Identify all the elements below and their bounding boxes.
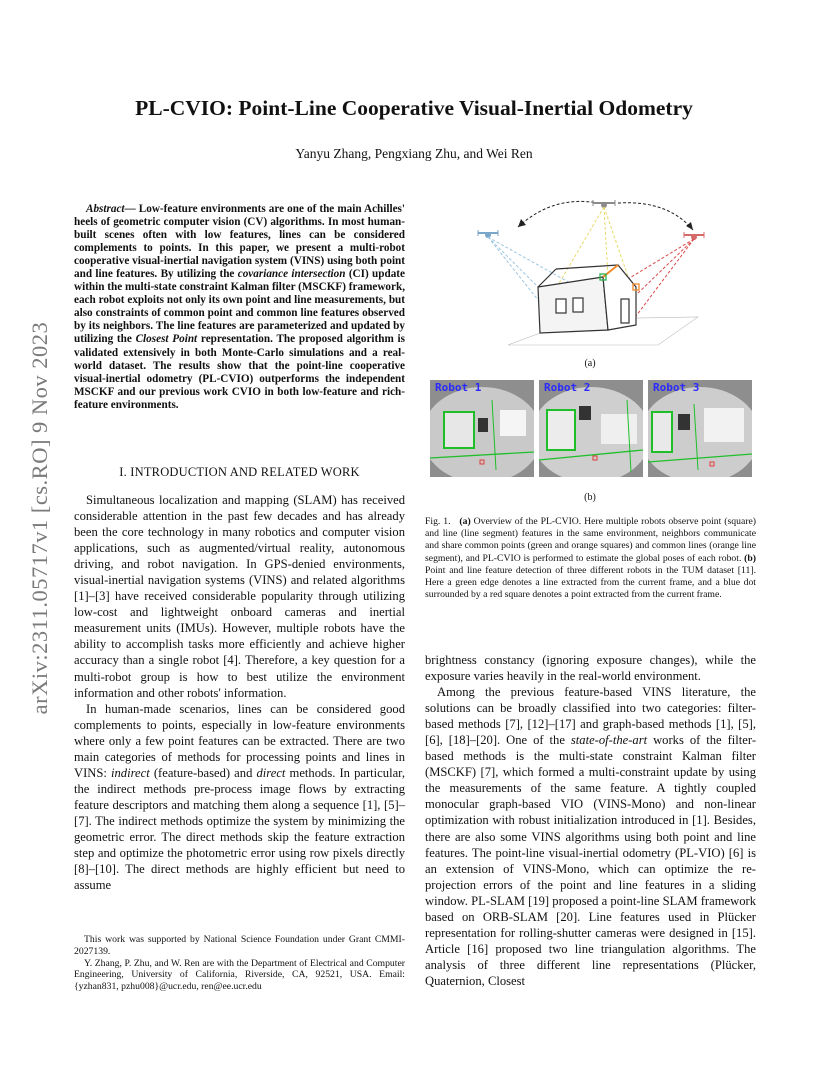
figure-1b-robot-views bbox=[430, 380, 752, 477]
subfigure-label-b: (b) bbox=[584, 492, 596, 503]
caption-bold-b: (b) bbox=[744, 552, 756, 564]
robot-view-2 bbox=[539, 380, 643, 477]
right-paragraph-2-em: state-of-the-art bbox=[570, 733, 648, 748]
paper-authors: Yanyu Zhang, Pengxiang Zhu, and Wei Ren bbox=[295, 146, 533, 161]
right-paragraph-2-text-a: Among the previous feature-based VINS literature, the solutions can be broadly classified into two categories: filter-based methods [7], [12]–[17] and graph-based methods [1], [5], [6], [18]–[20]. One of the bbox=[425, 685, 756, 748]
right-paragraph-2 bbox=[425, 684, 756, 989]
footnotes bbox=[74, 934, 405, 993]
arxiv-watermark bbox=[22, 288, 58, 748]
drone-right bbox=[684, 232, 704, 240]
paper-title: PL-CVIO: Point-Line Cooperative Visual-Inertial Odometry bbox=[135, 96, 693, 120]
intro-paragraph-2-em-2: direct bbox=[256, 765, 286, 780]
robot-label-3: Robot 3 bbox=[653, 381, 700, 394]
abstract-label: Abstract bbox=[86, 203, 125, 215]
robot-label-2: Robot 2 bbox=[544, 381, 591, 394]
abstract-emphasis-1: covariance intersection bbox=[237, 268, 346, 281]
house bbox=[538, 265, 636, 333]
drone-middle bbox=[593, 200, 615, 208]
robot-label-1: Robot 1 bbox=[435, 381, 482, 394]
communication-arc-left bbox=[518, 201, 598, 227]
drone-left bbox=[478, 230, 498, 238]
robot-view-3 bbox=[648, 380, 752, 477]
left-column bbox=[74, 492, 405, 893]
abstract bbox=[74, 203, 405, 412]
robot-view-2-image bbox=[539, 380, 643, 477]
figure-caption bbox=[425, 516, 756, 601]
intro-paragraph-2 bbox=[74, 701, 405, 894]
communication-arc-right bbox=[618, 203, 693, 230]
subfigure-label-a: (a) bbox=[584, 358, 596, 369]
robot-view-3-image bbox=[648, 380, 752, 477]
caption-bold-a: (a) bbox=[459, 516, 471, 527]
abstract-text-2: (CI) update within the multi-state constraint Kalman filter (MSCKF) framework, each robot exploits not only its own point and line measurements, but also constraints of common point and common line features observed by its neighbors. The line features are parameterized and updated by utilizing the bbox=[74, 268, 406, 346]
abstract-emphasis-2: Closest Point bbox=[135, 333, 198, 346]
caption-text-b: Point and line feature detection of three different robots in the TUM dataset [11]. Here a green edge denotes a line extracted from the current frame, and a blue dot surrounded by a red square denotes a point extracted from the current frame. bbox=[425, 564, 756, 601]
abstract-text-3: representation. The proposed algorithm is validated extensively in both Monte-Carlo simulations and a real-world dataset. The results show that the point-line cooperative visual-inertial odometry (PL-CVIO) outperforms the independent MSCKF and our previous work CVIO in both low-feature and rich-feature environments. bbox=[74, 333, 406, 411]
abstract-text-1: Low-feature environments are one of the main Achilles' heels of geometric computer vision (CV) algorithms. In most human-built scenes often with low features, lines can be considered complements to points. In this paper, we present a multi-robot cooperative visual-inertial navigation system (VINS) using both point and line features. By utilizing the bbox=[74, 203, 406, 281]
intro-paragraph-2-text-a: In human-made scenarios, lines can be considered good complements to points, especially in low-feature environments where only a few point features can be extracted. There are two main categories of methods for processing points and lines in VINS: bbox=[74, 701, 405, 780]
intro-paragraph-2-em-1: indirect bbox=[111, 765, 150, 780]
intro-paragraph-2-text-c: methods. In particular, the indirect methods pre-process image flows by extracting feature descriptors and matching them along a sequence [1], [5]–[7]. The indirect methods optimize the system by minimizing the geometric error. The direct methods skip the feature extraction step and optimize the photometric error using row pixels directly [8]–[10]. The direct methods are highly efficient but need to assume bbox=[74, 765, 405, 893]
footnote-funding: This work was supported by National Science Foundation under Grant CMMI-2027139. bbox=[74, 934, 405, 957]
right-paragraph-2-text-b: works of the filter-based methods is the multi-state constraint Kalman filter (MSCKF) [7], which formed a multi-constraint update by using the measurements of the same feature. A tightly coupled monocular graph-based VIO (VINS-Mono) and non-linear optimization with robust initialization introduced in [1]. Besides, there are also some VINS algorithms using both point and line features. The point-line visual-inertial odometry (PL-VIO) [6] is an extension of VINS-Mono, which can optimize the re-projection errors of the point and line features in a sliding window. PL-SLAM [19] proposed a point-line SLAM framework based on ORB-SLAM [20]. Line features used in Plücker representation for rolling-shutter cameras were designed in [15]. Article [16] proposed two line triangulation algorithms. The analysis of three different line representations (Plücker, Quaternion, Closest bbox=[425, 733, 757, 988]
right-column bbox=[425, 652, 756, 989]
right-paragraph-1: brightness constancy (ignoring exposure changes), while the exposure varies heavily in the real-world environment. bbox=[425, 653, 756, 684]
figure-1a-illustration bbox=[458, 195, 738, 355]
arxiv-id: arXiv:2311.05717v1 [cs.RO] 9 Nov 2023 bbox=[27, 321, 52, 715]
intro-paragraph-1: Simultaneous localization and mapping (SLAM) has received considerable attention in the past few decades and has already been the core technology in many robotics and computer vision applications, such as augmented/virtual reality, autonomous driving, and robot navigation. In GPS-denied environments, visual-inertial navigation systems (VINS) and related algorithms [1]–[3] have received considerable popularity through utilizing low-cost and lightweight onboard cameras and inertial measurement units (IMUs). However, multiple robots have the ability to accomplish tasks more efficiently and achieve higher accuracy than a single robot [4]. Therefore, a key question for a multi-robot group is how to best utilize the environment information and other robots' information. bbox=[74, 493, 405, 700]
caption-label: Fig. 1. bbox=[425, 516, 451, 527]
caption-text-a: Overview of the PL-CVIO. Here multiple robots observe point (square) and line (line segment) features in the same environment, neighbors communicate and share common points (green and orange squares) and common lines (orange line segment), and PL-CVIO is performed to estimate the global poses of each robot. bbox=[425, 516, 756, 564]
section-heading: I. INTRODUCTION AND RELATED WORK bbox=[119, 465, 360, 479]
robot-view-1 bbox=[430, 380, 534, 477]
robot-view-1-image bbox=[430, 380, 534, 477]
intro-paragraph-2-text-b: (feature-based) and bbox=[149, 765, 257, 780]
footnote-affiliation: Y. Zhang, P. Zhu, and W. Ren are with the Department of Electrical and Computer Engineering, University of California, Riverside, CA, 92521, USA. Email: {yzhan831, pzhu008}@ucr.edu, ren@ee.ucr.edu bbox=[74, 957, 405, 993]
abstract-dash: — bbox=[124, 203, 139, 215]
